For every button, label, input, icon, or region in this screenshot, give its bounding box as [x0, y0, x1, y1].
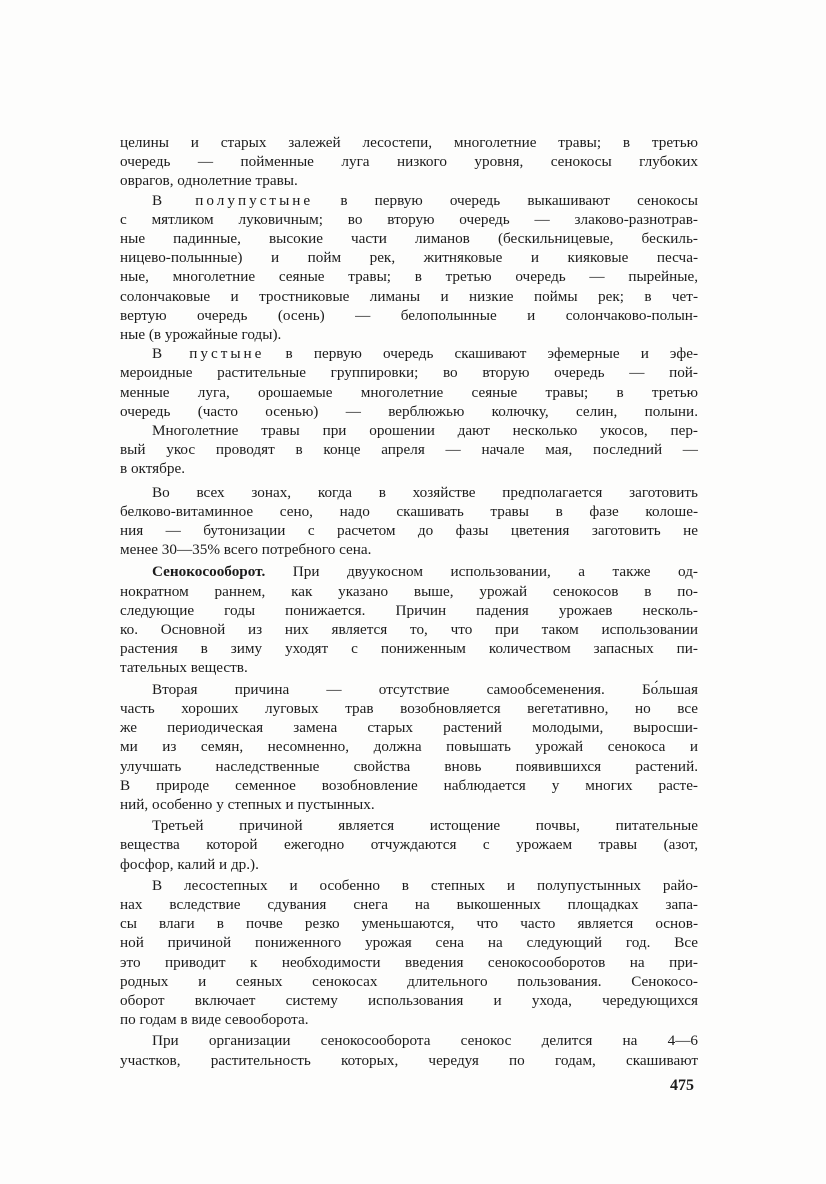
text-line: ницево-полынные) и пойм рек, житняковые и кияковые песча- — [120, 249, 698, 267]
text-line: целины и старых залежей лесостепи, многолетние травы; в третью — [120, 134, 698, 151]
text-line: по годам в виде севооборота. — [120, 1011, 309, 1029]
text-line: следующие годы понижается. Причин падения урожаев несколь- — [120, 601, 698, 619]
text-line: очередь (часто осенью) — верблюжью колючку, селин, полыни. — [120, 402, 698, 420]
text-line: участков, растительность которых, чередуя по годам, скашивают — [120, 1051, 698, 1069]
text-line: нах вследствие сдувания снега на выкошенных площадках запа- — [120, 895, 698, 913]
page-number: 475 — [670, 1077, 694, 1094]
text-line: В природе семенное возобновление наблюдается у многих расте- — [120, 776, 698, 794]
paragraph — [120, 421, 698, 479]
text-line: ния — бутонизации с расчетом до фазы цветения заготовить не — [120, 522, 698, 540]
text-fragment: При двуукосном использовании, а также од- — [292, 563, 698, 581]
text-line: родных и сеяных сенокосах длительного пользования. Сенокосо- — [120, 972, 698, 990]
text-line: оврагов, однолетние травы. — [120, 172, 298, 190]
section-heading: Сенокосооборот. — [152, 563, 266, 581]
text-line: оборот включает систему использования и ухода, чередующихся — [120, 991, 698, 1009]
text-line: мероидные растительные группировки; во вторую очередь — пой- — [120, 364, 698, 382]
paragraph — [120, 816, 698, 874]
text-line: менее 30—35% всего потребного сена. — [120, 541, 372, 559]
text-fragment: в первую очередь выкашивают сенокосы — [340, 191, 699, 209]
text-line: менные луга, орошаемые многолетние сеяные травы; в третью — [120, 383, 698, 401]
paragraph — [120, 344, 698, 421]
text-line: ные падинные, высокие части лиманов (бескильницевые, бескиль- — [120, 230, 698, 248]
text-line: При организации сенокосооборота сенокос делится на 4—6 — [152, 1032, 698, 1050]
text-line: тательных веществ. — [120, 659, 248, 677]
spaced-heading: В пустыне — [152, 345, 265, 363]
text-line: Третьей причиной является истощение почвы, питательные — [152, 817, 698, 835]
text-line: Вторая причина — отсутствие самообсеменения. Бо́льшая — [152, 680, 698, 698]
spaced-heading: В полупустыне — [152, 191, 314, 209]
text-line: ные (в урожайные годы). — [120, 326, 282, 344]
text-line: сы влаги в почве резко уменьшаются, что часто является основ- — [120, 915, 698, 933]
text-line: В лесостепных и особенно в степных и полупустынных райо- — [152, 876, 698, 894]
text-line: фосфор, калий и др.). — [120, 855, 259, 873]
text-line: часть хороших луговых трав возобновляется вегетативно, но все — [120, 699, 698, 717]
text-line: Во всех зонах, когда в хозяйстве предполагается заготовить — [152, 483, 698, 501]
body-text — [120, 133, 698, 1070]
text-line: с мятликом луковичным; во вторую очередь — злаково-разнотрав- — [120, 210, 698, 228]
text-line: вертую очередь (осень) — белополынные и солончаково-полын- — [120, 306, 698, 324]
text-line: в октябре. — [120, 460, 186, 478]
text-line — [120, 562, 698, 581]
text-line: ные, многолетние сеяные травы; в третью очередь — пырейные, — [120, 268, 698, 286]
text-line: вещества которой ежегодно отчуждаются с урожаем травы (азот, — [120, 836, 698, 854]
text-line: белково-витаминное сено, надо скашивать травы в фазе колоше- — [120, 502, 698, 520]
text-line: ко. Основной из них является то, что при таком использовании — [120, 621, 698, 639]
paragraph — [120, 1031, 698, 1069]
paragraph — [120, 191, 698, 345]
text-line — [120, 344, 698, 363]
paragraph — [120, 680, 698, 814]
text-line — [120, 191, 698, 210]
text-line: же периодическая замена старых растений молодыми, выросши- — [120, 719, 698, 737]
text-line: ми из семян, несомненно, должна повышать урожай сенокоса и — [120, 738, 698, 756]
text-line: очередь — пойменные луга низкого уровня, сенокосы глубоких — [120, 153, 698, 171]
text-line: это приводит к необходимости введения сенокосооборотов на при- — [120, 953, 698, 971]
text-line: вый укос проводят в конце апреля — начале мая, последний — — [120, 441, 698, 459]
text-line: ний, особенно у степных и пустынных. — [120, 795, 375, 813]
text-line: солончаковые и тростниковые лиманы и низкие поймы рек; в чет- — [120, 287, 698, 305]
paragraph — [120, 483, 698, 560]
text-line: ной причиной пониженного урожая сена на следующий год. Все — [120, 934, 698, 952]
text-fragment: в первую очередь скашивают эфемерные и эфе- — [285, 345, 699, 363]
paragraph — [120, 562, 698, 677]
paragraph — [120, 876, 698, 1030]
paragraph — [120, 133, 698, 191]
text-line: улучшать наследственные свойства вновь появившихся растений. — [120, 757, 698, 775]
text-line: нократном раннем, как указано выше, урожай сенокосов в по- — [120, 582, 698, 600]
text-line: Многолетние травы при орошении дают несколько укосов, пер- — [152, 422, 698, 440]
text-line: растения в зиму уходят с пониженным количеством запасных пи- — [120, 640, 698, 658]
